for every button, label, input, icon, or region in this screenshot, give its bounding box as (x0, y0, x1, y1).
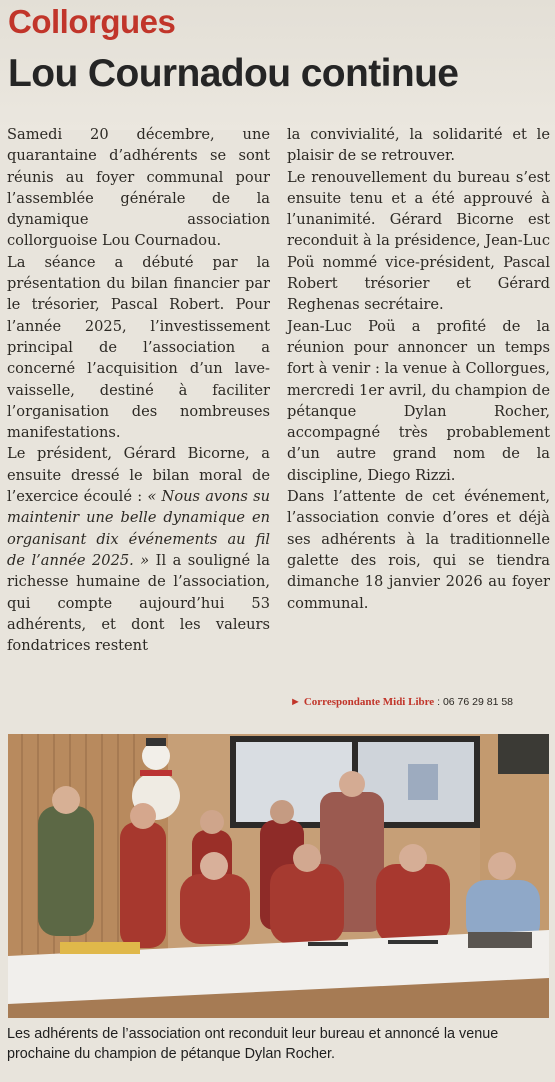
paragraph: Jean-Luc Poü a profité de la réunion pour annoncer un temps fort à venir : la venue à Collorgues, mercredi 1er avril, du champion de pétanque Dylan Rocher, accompagné très probablement d’un autre grand nom de la discipline, Diego Rizzi. (287, 317, 550, 484)
byline (290, 696, 513, 708)
paragraph: Samedi 20 décembre, une quarantaine d’adhérents se sont réunis au foyer communal pour l’assemblée générale de la dynamique association collorguoise Lou Cournadou. (7, 126, 270, 250)
group-photo-illustration (8, 734, 549, 1018)
paragraph: la convivialité, la solidarité et le plaisir de se retrouver. (287, 126, 550, 165)
byline-phone: : 06 76 29 81 58 (434, 696, 514, 708)
photo-caption: Les adhérents de l’association ont reconduit leur bureau et annoncé la venue prochaine du champion de pétanque Dylan Rocher. (7, 1026, 499, 1062)
paragraph (7, 443, 270, 656)
paragraph-text: Le président, Gérard Bicorne, a ensuite dressé le bilan moral de l’exercice écoulé : (7, 445, 270, 506)
group-photo (8, 734, 549, 1018)
article-headline: Lou Cournadou continue (8, 52, 459, 95)
paragraph: Le renouvellement du bureau s’est ensuite tenu et a été approuvé à l’unanimité. Gérard Bicorne est reconduit à la présidence, Jean-Luc Poü nommé vice-président, Pascal Robert trésorier et Gérard Reghenas secrétaire. (287, 168, 550, 314)
paragraph-text: Il a souligné la richesse humaine de l’association, qui compte aujourd’hui 53 adhérents, et dont les valeurs fondatrices restent (7, 551, 270, 655)
article-column-1 (7, 124, 270, 656)
article-column-2 (287, 124, 550, 614)
arrow-icon: ► (290, 696, 301, 708)
president-quote: « Nous avons su maintenir une belle dynamique en organisant dix événements au fil de l’année 2025. » (7, 488, 270, 569)
section-kicker: Collorgues (8, 3, 176, 40)
paragraph: Dans l’attente de cet événement, l’association convie d’ores et déjà ses adhérents à la traditionnelle galette des rois, qui se tiendra dimanche 18 janvier 2026 au foyer communal. (287, 488, 550, 612)
paragraph: La séance a débuté par la présentation du bilan financier par le trésorier, Pascal Robert. Pour l’année 2025, l’investissement principal de l’association a concerné l’acquisition d’un lave-vaisselle, destiné à faciliter l’organisation des nombreuses manifestations. (7, 253, 270, 442)
byline-name: Correspondante Midi Libre (303, 696, 435, 708)
